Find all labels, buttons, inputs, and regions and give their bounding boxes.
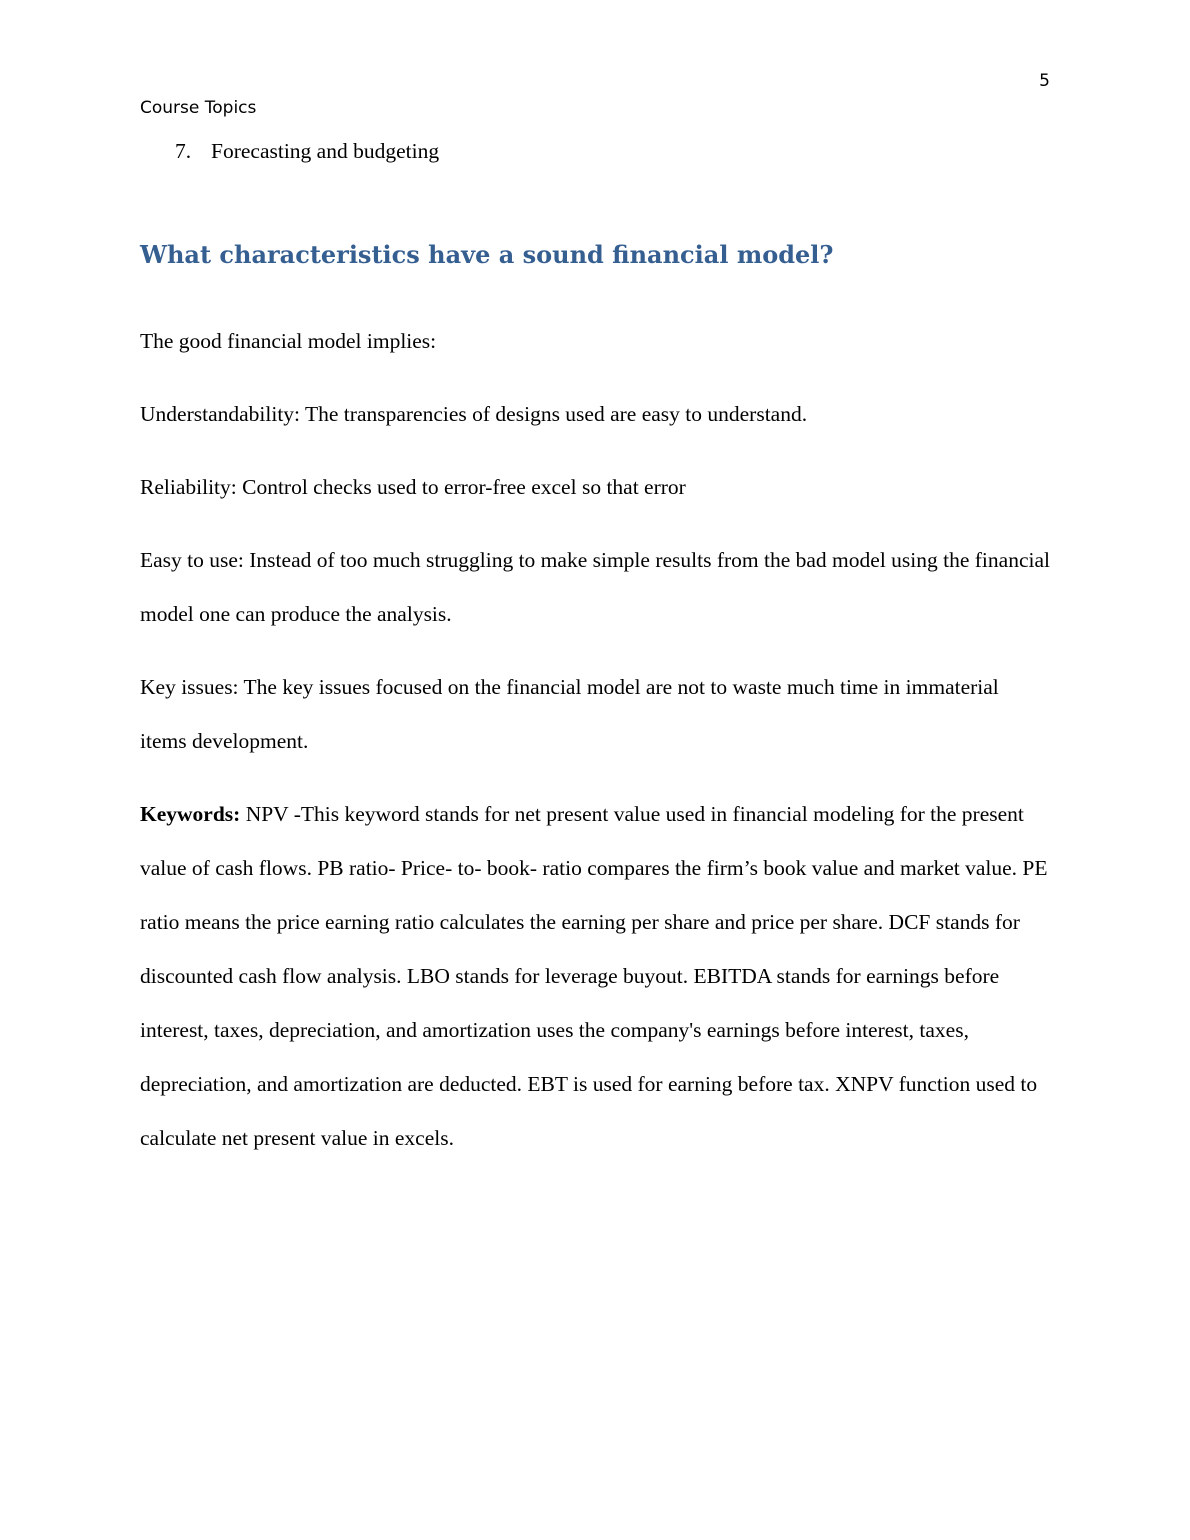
- reliability-paragraph: Reliability: Control checks used to error-free excel so that error: [140, 475, 686, 499]
- running-head: Course Topics: [140, 98, 257, 118]
- understandability-paragraph: Understandability: The transparencies of designs used are easy to understand.: [140, 402, 808, 426]
- keywords-text: NPV -This keyword stands for net present value used in financial modeling for the present value of cash flows. PB ratio- Price- to- book- ratio compares the firm’s book value and market value. PE ratio means the price earning ratio calculates the earning per share and price per share. DCF stands for discounted cash flow analysis. LBO stands for leverage buyout. EBITDA stands for earnings before interest, taxes, depreciation, and amortization uses the company's earnings before interest, taxes, depreciation, and amortization are deducted. EBT is used for earning before tax. XNPV function used to calculate net present value in excels.: [140, 802, 1048, 1150]
- list-item: [175, 139, 439, 164]
- keywords-paragraph: [140, 787, 1050, 1165]
- list-item-number: 7.: [175, 139, 192, 163]
- list-item-text: Forecasting and budgeting: [211, 139, 440, 163]
- easy-to-use-paragraph: Easy to use: Instead of too much struggling to make simple results from the bad model using the financial model one can produce the analysis.: [140, 548, 1050, 626]
- section-heading: What characteristics have a sound financial model?: [140, 240, 834, 269]
- keywords-label: Keywords:: [140, 802, 241, 826]
- page-number: 5: [1039, 71, 1050, 91]
- key-issues-paragraph: Key issues: The key issues focused on the financial model are not to waste much time in immaterial items development.: [140, 675, 999, 753]
- intro-paragraph: The good financial model implies:: [140, 329, 437, 353]
